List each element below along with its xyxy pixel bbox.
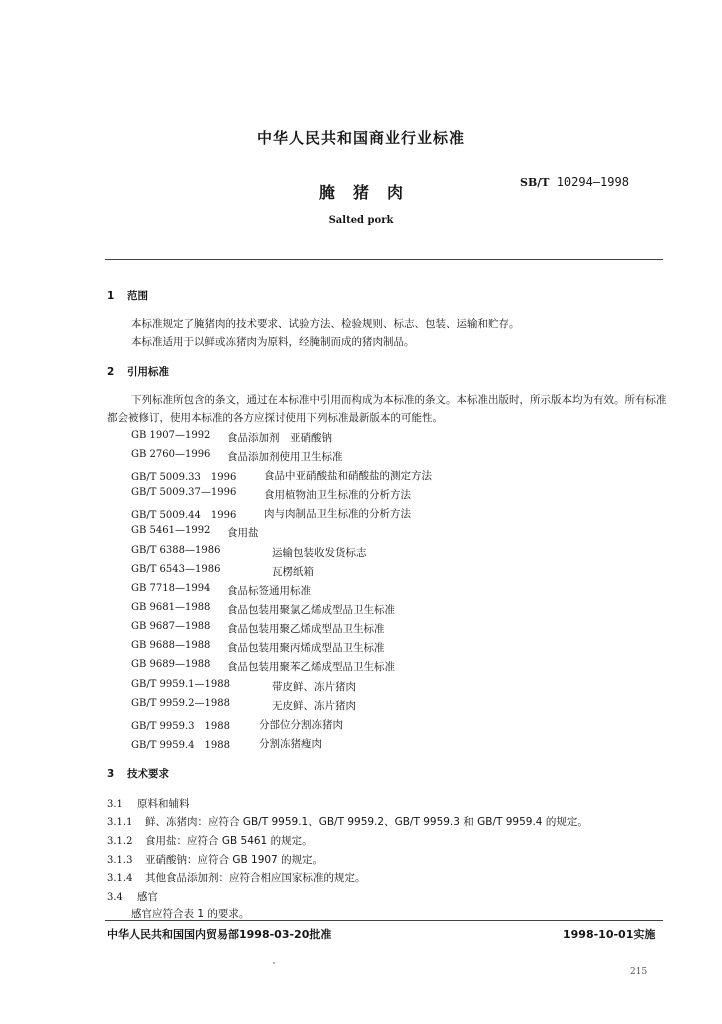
implementation-date: 1998-10-01实施 <box>563 928 656 941</box>
approval-statement: 中华人民共和国国内贸易部1998-03-20批准 <box>107 928 332 941</box>
reference-item <box>131 449 343 464</box>
reference-code: GB/T 9959.1—1988 <box>131 679 230 690</box>
section-1-paragraph: 本标准规定了腌猪肉的技术要求、试验方法、检验规则、标志、包装、运输和贮存。 <box>131 318 520 330</box>
reference-title: 分割冻猪瘦肉 <box>259 738 322 750</box>
clause-text: 鲜、冻猪肉：应符合 GB/T 9959.1、GB/T 9959.2、GB/T 9959.3 和 GB/T 9959.4 的规定。 <box>145 816 588 828</box>
issuing-authority-title: 中华人民共和国商业行业标准 <box>256 129 465 147</box>
reference-title: 带皮鲜、冻片猪肉 <box>272 681 356 693</box>
reference-title: 食品中亚硝酸盐和硝酸盐的测定方法 <box>264 470 432 482</box>
clause <box>107 852 323 867</box>
section-title: 技术要求 <box>127 768 169 780</box>
reference-item <box>131 545 367 560</box>
section-number: 2 <box>107 366 115 378</box>
reference-title: 食品包装用聚氯乙烯成型品卫生标准 <box>227 604 395 616</box>
reference-code: GB 1907—1992 <box>131 430 211 441</box>
reference-item <box>131 525 259 540</box>
page-number: 215 <box>630 967 648 977</box>
reference-code: GB 9687—1988 <box>131 621 211 632</box>
reference-code: GB/T 5009.37—1996 <box>131 487 237 498</box>
section-title: 范围 <box>127 290 148 302</box>
clause-number: 3.4 <box>107 892 123 903</box>
reference-title: 肉与肉制品卫生标准的分析方法 <box>264 508 411 520</box>
clause <box>107 814 588 829</box>
header-divider <box>105 259 663 260</box>
reference-code: GB/T 9959.3 1988 <box>131 721 230 732</box>
reference-title: 无皮鲜、冻片猪肉 <box>272 700 356 712</box>
standard-title-en: Salted pork <box>328 215 394 226</box>
reference-title: 食用盐 <box>227 527 259 539</box>
clause-text: 食用盐：应符合 GB 5461 的规定。 <box>145 835 313 847</box>
reference-item <box>131 698 356 713</box>
reference-item <box>131 679 356 694</box>
reference-item <box>131 640 385 655</box>
scan-speck <box>273 962 275 964</box>
reference-title: 食品包装用聚乙烯成型品卫生标准 <box>227 623 385 635</box>
reference-code: GB/T 6388—1986 <box>131 545 221 556</box>
clause-number: 3.1.4 <box>107 873 133 884</box>
reference-item <box>131 659 395 674</box>
section-2-heading <box>107 364 169 379</box>
standard-number-value: 10294—1998 <box>556 175 629 189</box>
reference-title: 食品包装用聚苯乙烯成型品卫生标准 <box>227 661 395 673</box>
reference-title: 食品添加剂使用卫生标准 <box>227 451 343 463</box>
clause-text: 感官 <box>137 891 158 903</box>
reference-code: GB/T 9959.2—1988 <box>131 698 230 709</box>
reference-title: 食品标签通用标准 <box>227 585 311 597</box>
reference-title: 运输包装收发货标志 <box>272 547 367 559</box>
section-number: 3 <box>107 768 115 780</box>
reference-code: GB/T 5009.33 1996 <box>131 472 237 483</box>
reference-code: GB 9688—1988 <box>131 640 211 651</box>
clause-text: 其他食品添加剂：应符合相应国家标准的规定。 <box>145 872 366 884</box>
clause <box>107 796 190 811</box>
section-1-heading <box>107 288 148 303</box>
section-title: 引用标准 <box>127 366 169 378</box>
reference-item <box>131 506 411 521</box>
standard-number <box>520 175 629 189</box>
reference-code: GB/T 9959.4 1988 <box>131 740 230 751</box>
clause-number: 3.1 <box>107 799 123 810</box>
reference-title: 食品包装用聚丙烯成型品卫生标准 <box>227 642 385 654</box>
clause-text: 亚硝酸钠：应符合 GB 1907 的规定。 <box>145 854 324 866</box>
reference-item <box>131 602 395 617</box>
reference-item <box>131 717 343 732</box>
reference-title: 分部位分割冻猪肉 <box>259 719 343 731</box>
section-2-intro: 下列标准所包含的条文，通过在本标准中引用而构成为本标准的条文。本标准出版时，所示版本均为有效。所有标准都会被修订，使用本标准的各方应探讨使用下列标准最新版本的可能性。 <box>107 394 667 424</box>
reference-item <box>131 564 314 579</box>
section-number: 1 <box>107 290 115 302</box>
reference-title: 食品添加剂 亚硝酸钠 <box>227 432 332 444</box>
clause <box>107 833 313 848</box>
reference-title: 食用植物油卫生标准的分析方法 <box>264 489 411 501</box>
reference-item <box>131 468 432 483</box>
reference-code: GB 7718—1994 <box>131 583 211 594</box>
reference-code: GB/T 6543—1986 <box>131 564 221 575</box>
clause <box>107 870 366 885</box>
reference-code: GB/T 5009.44 1996 <box>131 510 237 521</box>
section-3-heading <box>107 766 169 781</box>
reference-item <box>131 736 322 751</box>
section-1-paragraph: 本标准适用于以鲜或冻猪肉为原料，经腌制而成的猪肉制品。 <box>131 336 415 348</box>
title-char: 猪 <box>352 183 369 202</box>
title-char: 腌 <box>318 183 335 202</box>
reference-item <box>131 621 385 636</box>
reference-item <box>131 430 332 445</box>
sensory-requirement-line: 感官应符合表 1 的要求。 <box>131 908 250 920</box>
standard-number-prefix: SB/T <box>520 176 550 189</box>
reference-code: GB 9681—1988 <box>131 602 211 613</box>
reference-title: 瓦楞纸箱 <box>272 566 314 578</box>
footer-divider <box>105 920 663 921</box>
clause-number: 3.1.3 <box>107 855 133 866</box>
clause-text: 原料和辅料 <box>137 798 190 810</box>
clause <box>107 889 158 904</box>
clause-number: 3.1.2 <box>107 836 133 847</box>
title-char: 肉 <box>387 183 404 202</box>
reference-item <box>131 583 311 598</box>
reference-item <box>131 487 411 502</box>
reference-code: GB 2760—1996 <box>131 449 211 460</box>
reference-code: GB 5461—1992 <box>131 525 211 536</box>
reference-code: GB 9689—1988 <box>131 659 211 670</box>
clause-number: 3.1.1 <box>107 817 133 828</box>
